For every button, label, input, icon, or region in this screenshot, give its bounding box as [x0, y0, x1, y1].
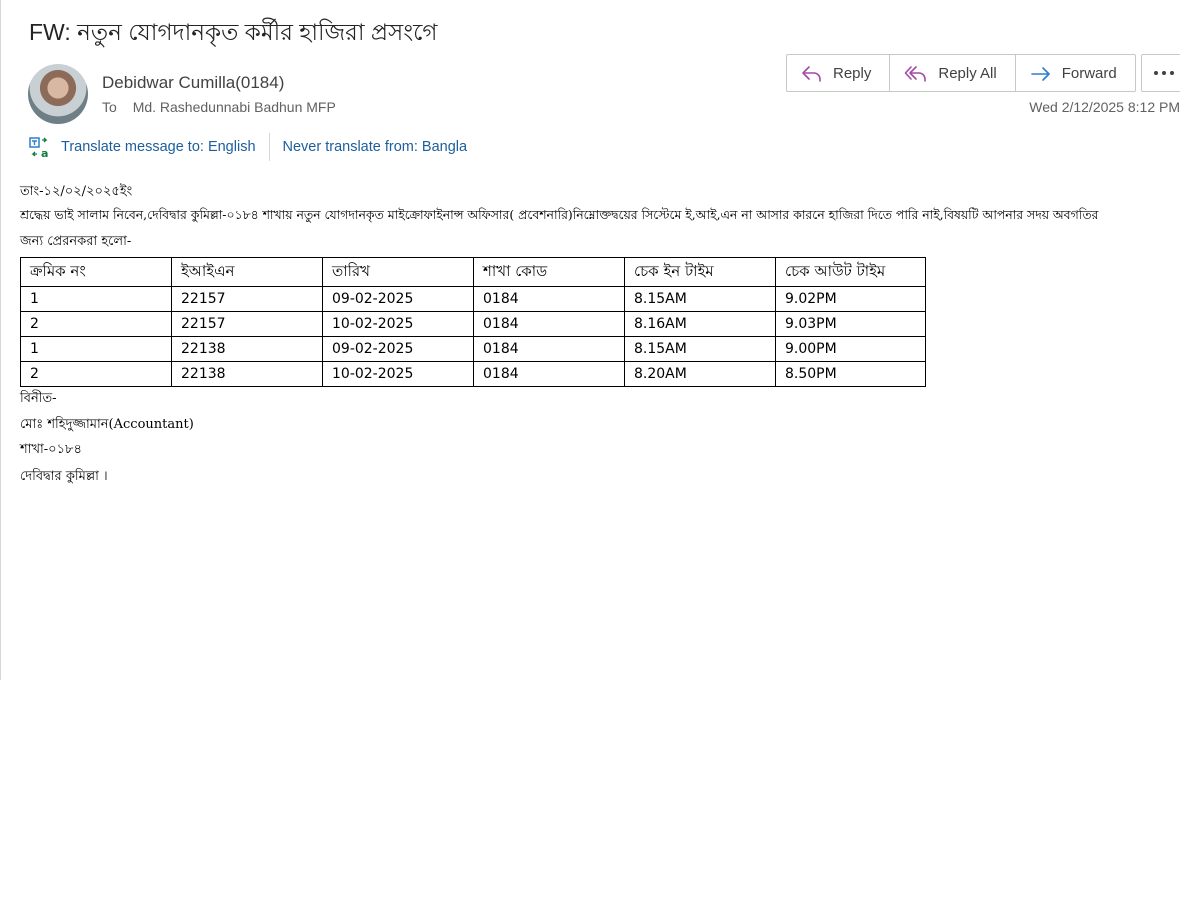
- body-date-line: তাং-১২/০২/২০২৫ইং: [20, 184, 133, 199]
- more-icon: [1153, 70, 1175, 76]
- table-cell: 1: [21, 337, 172, 362]
- table-cell: 8.15AM: [625, 337, 776, 362]
- translate-divider: [269, 133, 270, 161]
- signer-location: দেবিদ্বার কুমিল্লা ।: [20, 469, 108, 484]
- table-cell: 8.15AM: [625, 287, 776, 312]
- table-cell: 09-02-2025: [323, 287, 474, 312]
- table-cell: 22157: [172, 312, 323, 337]
- signer-branch: শাখা-০১৮৪: [20, 442, 82, 457]
- table-cell: 0184: [474, 312, 625, 337]
- reply-all-label: Reply All: [938, 65, 997, 82]
- header-check-out: চেক আউট টাইম: [776, 258, 926, 287]
- to-label: To: [102, 99, 117, 115]
- body-paragraph-line-2: জন্য প্রেরনকরা হলো-: [20, 234, 132, 249]
- table-cell: 0184: [474, 337, 625, 362]
- table-cell: 09-02-2025: [323, 337, 474, 362]
- table-cell: 10-02-2025: [323, 362, 474, 387]
- table-cell: 9.00PM: [776, 337, 926, 362]
- table-cell: 9.02PM: [776, 287, 926, 312]
- translate-icon: [28, 135, 52, 159]
- table-row: [21, 287, 926, 312]
- table-cell: 22138: [172, 362, 323, 387]
- forward-icon: [1030, 65, 1052, 83]
- reply-button[interactable]: [787, 55, 890, 92]
- header-serial: ক্রমিক নং: [21, 258, 172, 287]
- sign-off: বিনীত-: [20, 391, 57, 406]
- signer-name: মোঃ শহিদুজ্জামান(Accountant): [20, 417, 194, 432]
- translate-message-link[interactable]: Translate message to: English: [61, 139, 256, 155]
- table-cell: 8.50PM: [776, 362, 926, 387]
- table-row: [21, 362, 926, 387]
- header-date: তারিখ: [323, 258, 474, 287]
- table-cell: 2: [21, 312, 172, 337]
- recipient-line: [102, 99, 336, 115]
- email-subject: FW: নতুন যোগদানকৃত কর্মীর হাজিরা প্রসংগে: [29, 19, 438, 45]
- table-cell: 9.03PM: [776, 312, 926, 337]
- table-cell: 1: [21, 287, 172, 312]
- table-cell: 22157: [172, 287, 323, 312]
- table-cell: 0184: [474, 362, 625, 387]
- never-translate-link[interactable]: Never translate from: Bangla: [282, 139, 468, 155]
- reply-all-button[interactable]: [890, 55, 1015, 92]
- header-branch-code: শাখা কোড: [474, 258, 625, 287]
- table-header-row: [21, 258, 926, 287]
- message-date: Wed 2/12/2025 8:12 PM: [1029, 99, 1180, 115]
- reply-label: Reply: [833, 65, 872, 82]
- body-paragraph-line-1: শ্রদ্ধেয় ভাই সালাম নিবেন,দেবিদ্বার কুমিল্লা-০১৮৪ শাখায় নতুন যোগদানকৃত মাইক্রোফাইনান্স অফিসার( প্রবেশনারি)নিম্নোক্তদ্বয়ের সিস্টেমে ই,আই,এন না আসার কারনে হাজিরা দিতে পারি নাই,বিষয়টি আপনার সদয় অবগতির: [20, 207, 1099, 222]
- sender-name[interactable]: Debidwar Cumilla(0184): [102, 73, 285, 92]
- translate-bar: [28, 134, 467, 160]
- table-cell: 0184: [474, 287, 625, 312]
- more-actions-button[interactable]: [1141, 54, 1180, 92]
- table-row: [21, 337, 926, 362]
- reply-all-icon: [904, 65, 928, 83]
- sender-avatar[interactable]: [28, 64, 88, 124]
- forward-button[interactable]: [1016, 55, 1135, 92]
- table-cell: 8.16AM: [625, 312, 776, 337]
- table-cell: 8.20AM: [625, 362, 776, 387]
- message-actions: [786, 54, 1136, 92]
- header-check-in: চেক ইন টাইম: [625, 258, 776, 287]
- reading-pane-border: [0, 0, 1, 680]
- recipient-name[interactable]: Md. Rashedunnabi Badhun MFP: [132, 99, 336, 115]
- header-ein: ইআইএন: [172, 258, 323, 287]
- table-row: [21, 312, 926, 337]
- table-cell: 10-02-2025: [323, 312, 474, 337]
- forward-label: Forward: [1061, 65, 1117, 82]
- attendance-table: [20, 257, 926, 387]
- svg-text:a: a: [41, 147, 49, 159]
- table-cell: 22138: [172, 337, 323, 362]
- table-cell: 2: [21, 362, 172, 387]
- reply-icon: [801, 65, 823, 83]
